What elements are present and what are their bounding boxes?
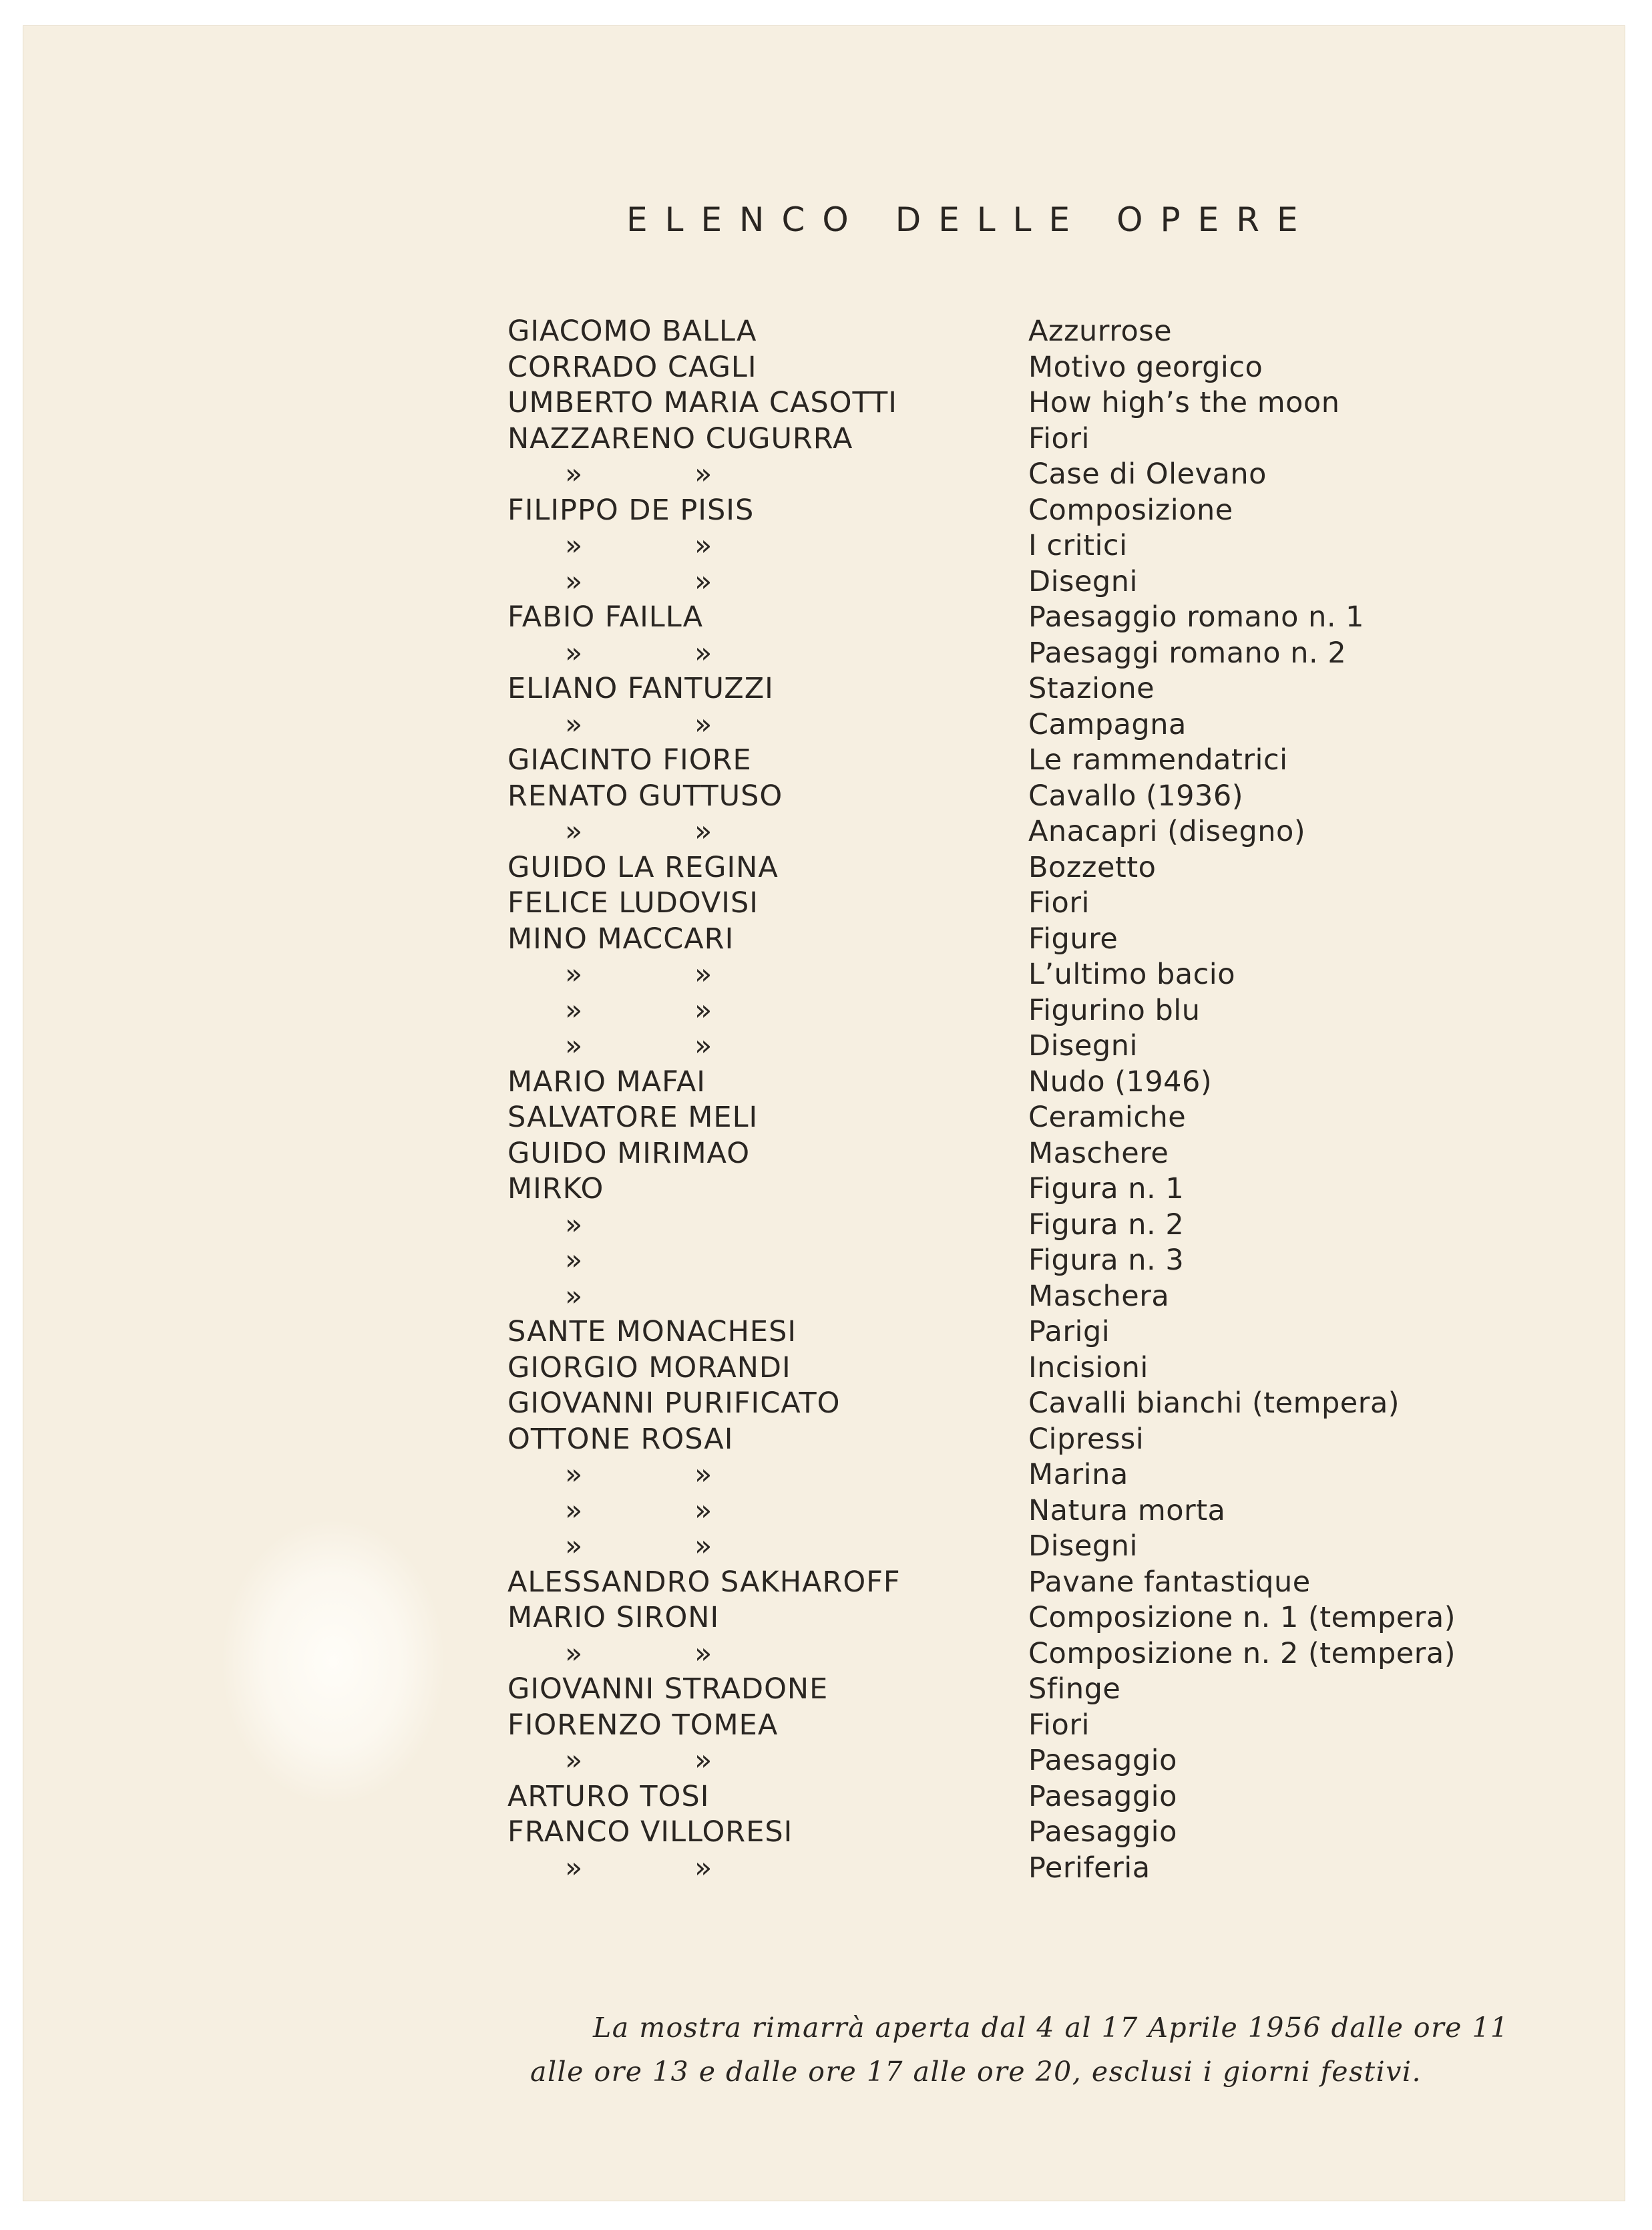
artist-name: MARIO SIRONI [507, 1601, 720, 1634]
work-title: Disegni [1028, 564, 1138, 598]
ditto-mark: » [565, 1207, 583, 1242]
artist-name: FILIPPO DE PISIS [507, 493, 755, 527]
ditto-mark: » [694, 707, 712, 741]
title-word: ELENCO [626, 200, 866, 239]
ditto-mark: » [565, 1744, 583, 1777]
work-title: Bozzetto [1028, 850, 1157, 884]
ditto-mark: » [565, 1636, 583, 1670]
artist-name: RENATO GUTTUSO [507, 779, 783, 813]
work-title: Ceramiche [1028, 1101, 1187, 1134]
ditto-mark: » [565, 815, 583, 848]
ditto-mark: » [694, 564, 712, 598]
page-title [23, 200, 1625, 239]
work-title: Fiori [1028, 421, 1090, 455]
work-title: Marina [1028, 1458, 1128, 1491]
work-title: Sfinge [1028, 1672, 1121, 1706]
work-title: Periferia [1028, 1851, 1151, 1885]
ditto-mark: » [565, 457, 583, 491]
work-title: How high’s the moon [1028, 386, 1340, 419]
artist-name: GIACINTO FIORE [507, 743, 752, 777]
work-title: Paesaggio [1028, 1779, 1177, 1813]
artist-name: FELICE LUDOVISI [507, 886, 759, 920]
work-title: Cavallo (1936) [1028, 779, 1244, 813]
work-title: Campagna [1028, 707, 1187, 741]
artist-name: FRANCO VILLORESI [507, 1815, 793, 1849]
notice-line-1: La mostra rimarrà aperta dal 4 al 17 Aprile 1956 dalle ore 11 [593, 2012, 1509, 2044]
ditto-mark: » [565, 1244, 583, 1277]
ditto-mark: » [565, 1029, 583, 1063]
paper-stain [223, 1521, 443, 1802]
ditto-mark: » [565, 564, 583, 598]
artist-name: ELIANO FANTUZZI [507, 672, 774, 705]
work-title: Figure [1028, 922, 1118, 956]
work-title: Composizione [1028, 493, 1233, 527]
work-title: Fiori [1028, 886, 1090, 920]
work-title: Pavane fantastique [1028, 1565, 1311, 1599]
artist-name: GIACOMO BALLA [507, 315, 757, 348]
ditto-mark: » [694, 1458, 712, 1491]
ditto-mark: » [565, 707, 583, 741]
title-word: DELLE [895, 200, 1088, 239]
work-title: Figura n. 3 [1028, 1244, 1185, 1277]
artist-name: ALESSANDRO SAKHAROFF [507, 1565, 901, 1599]
ditto-mark: » [565, 1851, 583, 1885]
work-title: I critici [1028, 529, 1128, 562]
title-word: OPERE [1116, 200, 1315, 239]
artist-name: FIORENZO TOMEA [507, 1708, 779, 1742]
work-title: Fiori [1028, 1708, 1090, 1742]
work-title: Parigi [1028, 1315, 1110, 1348]
ditto-mark: » [565, 1493, 583, 1527]
artist-name: GIOVANNI PURIFICATO [507, 1386, 841, 1420]
work-title: Stazione [1028, 672, 1155, 705]
artist-name: MINO MACCARI [507, 922, 735, 956]
artist-name: GIORGIO MORANDI [507, 1350, 791, 1384]
ditto-mark: » [694, 636, 712, 670]
work-title: Paesaggio romano n. 1 [1028, 600, 1365, 634]
artist-name: CORRADO CAGLI [507, 350, 757, 384]
work-title: Paesaggio [1028, 1744, 1177, 1777]
work-title: Disegni [1028, 1029, 1138, 1063]
ditto-mark: » [694, 1851, 712, 1885]
work-title: Figurino blu [1028, 993, 1201, 1027]
artist-name: UMBERTO MARIA CASOTTI [507, 386, 897, 419]
ditto-mark: » [565, 1279, 583, 1313]
artist-name: GUIDO MIRIMAO [507, 1136, 751, 1170]
ditto-mark: » [694, 529, 712, 562]
ditto-mark: » [694, 958, 712, 991]
work-title: Anacapri (disegno) [1028, 815, 1306, 848]
work-title: Figura n. 1 [1028, 1172, 1185, 1205]
work-title: Incisioni [1028, 1350, 1149, 1384]
ditto-mark: » [694, 993, 712, 1027]
artist-name: ARTURO TOSI [507, 1779, 710, 1813]
ditto-mark: » [565, 1529, 583, 1563]
work-title: Composizione n. 2 (tempera) [1028, 1636, 1456, 1670]
work-title: Natura morta [1028, 1493, 1226, 1527]
ditto-mark: » [694, 1744, 712, 1777]
artist-name: OTTONE ROSAI [507, 1422, 734, 1456]
work-title: Paesaggi romano n. 2 [1028, 636, 1347, 670]
ditto-mark: » [565, 1458, 583, 1491]
notice-line-2: alle ore 13 e dalle ore 17 alle ore 20, esclusi i giorni festivi. [530, 2056, 1422, 2088]
artist-name: GUIDO LA REGINA [507, 850, 779, 884]
work-title: Figura n. 2 [1028, 1207, 1185, 1242]
artist-name: SALVATORE MELI [507, 1101, 759, 1134]
artist-name: SANTE MONACHESI [507, 1315, 797, 1348]
document-page [23, 25, 1625, 2201]
ditto-mark: » [694, 815, 712, 848]
work-title: Cavalli bianchi (tempera) [1028, 1386, 1400, 1420]
work-title: Composizione n. 1 (tempera) [1028, 1601, 1456, 1634]
ditto-mark: » [694, 1529, 712, 1563]
work-title: Case di Olevano [1028, 457, 1267, 491]
work-title: Maschere [1028, 1136, 1169, 1170]
ditto-mark: » [694, 457, 712, 491]
ditto-mark: » [694, 1493, 712, 1527]
work-title: Motivo georgico [1028, 350, 1263, 384]
work-title: L’ultimo bacio [1028, 958, 1236, 991]
work-title: Disegni [1028, 1529, 1138, 1563]
work-title: Cipressi [1028, 1422, 1145, 1456]
ditto-mark: » [565, 993, 583, 1027]
ditto-mark: » [565, 636, 583, 670]
work-title: Azzurrose [1028, 315, 1173, 348]
work-title: Nudo (1946) [1028, 1065, 1213, 1099]
artist-name: GIOVANNI STRADONE [507, 1672, 829, 1706]
artist-name: NAZZARENO CUGURRA [507, 421, 853, 455]
ditto-mark: » [694, 1029, 712, 1063]
ditto-mark: » [694, 1636, 712, 1670]
ditto-mark: » [565, 529, 583, 562]
work-title: Maschera [1028, 1279, 1170, 1313]
work-title: Paesaggio [1028, 1815, 1177, 1849]
ditto-mark: » [565, 958, 583, 991]
artist-name: MIRKO [507, 1172, 604, 1205]
work-title: Le rammendatrici [1028, 743, 1288, 777]
artist-name: FABIO FAILLA [507, 600, 704, 634]
artist-name: MARIO MAFAI [507, 1065, 706, 1099]
